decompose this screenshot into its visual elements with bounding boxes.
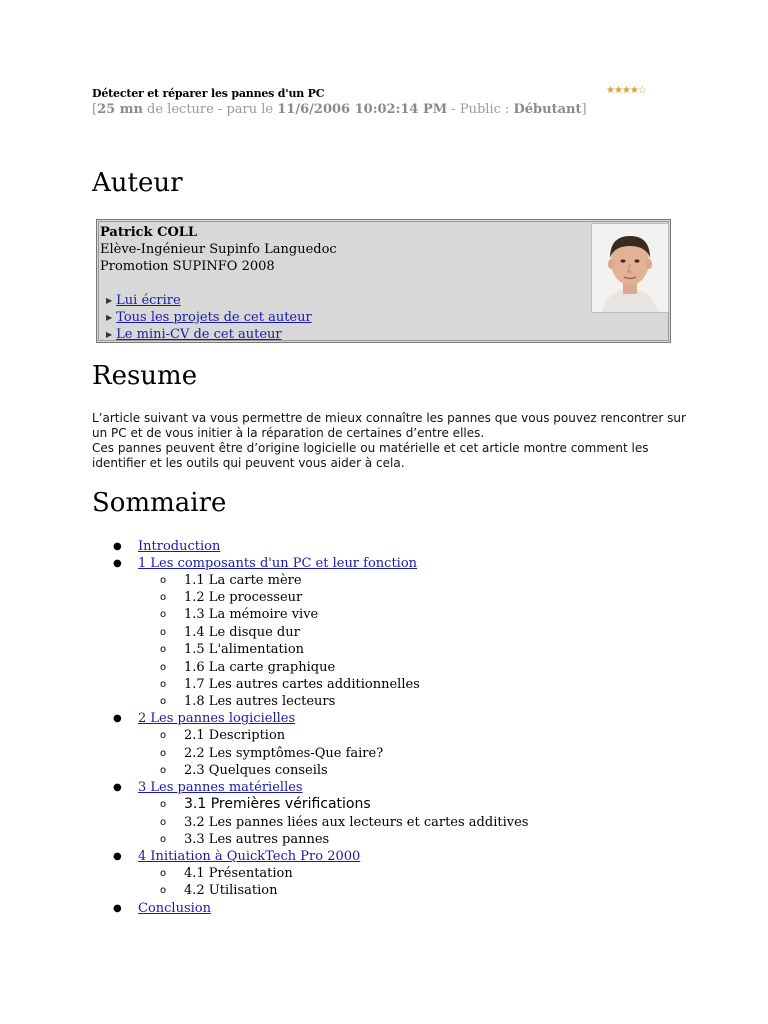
- meta-close: ]: [581, 102, 587, 117]
- circle-bullet-icon: o: [160, 765, 167, 776]
- meta-open: [: [92, 102, 98, 117]
- publish-date: 11/6/2006 10:02:14 PM: [277, 102, 448, 117]
- circle-bullet-icon: o: [160, 834, 167, 845]
- meta-public: - Public :: [447, 102, 514, 117]
- link-author-cv[interactable]: Le mini-CV de cet auteur: [116, 327, 282, 342]
- resume-paragraph-1: L’article suivant va vous permettre de mieux connaître les pannes que vous pouvez rencontrer sur un PC et de vous initier à la réparation de certaines d’entre elles.: [92, 411, 686, 440]
- toc-link[interactable]: Introduction: [138, 539, 221, 554]
- toc-subitem: 1.6 La carte graphique: [184, 660, 336, 675]
- circle-bullet-icon: o: [160, 868, 167, 879]
- circle-bullet-icon: o: [160, 592, 167, 603]
- meta-reading: de lecture - paru le: [142, 102, 278, 117]
- toc-link[interactable]: 4 Initiation à QuickTech Pro 2000: [138, 849, 361, 864]
- toc-subitem: 1.7 Les autres cartes additionnelles: [184, 677, 420, 692]
- toc-subitem: 3.1 Premières vérifications: [184, 796, 371, 812]
- toc-subitem: 2.2 Les symptômes-Que faire?: [184, 746, 384, 761]
- reading-time: 25 mn: [97, 102, 143, 117]
- author-box: [96, 219, 671, 343]
- author-name: Patrick COLL: [100, 225, 198, 240]
- author-school: Elève-Ingénieur Supinfo Languedoc: [100, 242, 337, 257]
- circle-bullet-icon: o: [160, 817, 167, 828]
- circle-bullet-icon: o: [160, 644, 167, 655]
- circle-bullet-icon: o: [160, 696, 167, 707]
- author-links: [100, 292, 337, 343]
- toc-subitem: 1.5 L'alimentation: [184, 642, 305, 657]
- audience-level: Débutant: [513, 102, 582, 117]
- author-link-row: [100, 309, 337, 326]
- bullet-icon: ●: [113, 851, 122, 862]
- bullet-icon: ●: [113, 903, 122, 914]
- resume-text: [92, 411, 692, 471]
- author-heading: Auteur: [92, 168, 183, 198]
- toc-subitem: 1.4 Le disque dur: [184, 625, 300, 640]
- circle-bullet-icon: o: [160, 748, 167, 759]
- toc-subitem: 4.2 Utilisation: [184, 883, 278, 898]
- toc-link[interactable]: 1 Les composants d'un PC et leur fonction: [138, 556, 418, 571]
- article-meta: [92, 102, 587, 117]
- toc-subitem: 3.2 Les pannes liées aux lecteurs et cartes additives: [184, 815, 529, 830]
- bullet-icon: ●: [113, 782, 122, 793]
- circle-bullet-icon: o: [160, 730, 167, 741]
- circle-bullet-icon: o: [160, 609, 167, 620]
- toc-subitem: 1.1 La carte mère: [184, 573, 302, 588]
- author-link-row: [100, 326, 337, 343]
- triangle-right-icon: ▶: [106, 296, 113, 305]
- toc-subitem: 2.1 Description: [184, 728, 286, 743]
- author-link-row: [100, 292, 337, 309]
- rating-stars-icon: [606, 86, 646, 96]
- toc-subitem: 1.2 Le processeur: [184, 590, 303, 605]
- circle-bullet-icon: o: [160, 885, 167, 896]
- rating-filled-stars: ★★★★: [606, 85, 638, 96]
- link-author-projects[interactable]: Tous les projets de cet auteur: [116, 310, 312, 325]
- author-info: [100, 224, 337, 343]
- circle-bullet-icon: o: [160, 575, 167, 586]
- triangle-right-icon: ▶: [106, 313, 113, 322]
- toc-subitem: 3.3 Les autres pannes: [184, 832, 330, 847]
- triangle-right-icon: ▶: [106, 330, 113, 339]
- author-photo: [591, 223, 669, 313]
- toc-link[interactable]: Conclusion: [138, 901, 211, 916]
- bullet-icon: ●: [113, 541, 122, 552]
- bullet-icon: ●: [113, 558, 122, 569]
- circle-bullet-icon: o: [160, 799, 167, 810]
- circle-bullet-icon: o: [160, 662, 167, 673]
- toc-link[interactable]: 3 Les pannes matérielles: [138, 780, 303, 795]
- circle-bullet-icon: o: [160, 679, 167, 690]
- author-promotion: Promotion SUPINFO 2008: [100, 259, 275, 274]
- toc-subitem: 1.3 La mémoire vive: [184, 607, 319, 622]
- circle-bullet-icon: o: [160, 627, 167, 638]
- article-title: Détecter et réparer les pannes d'un PC: [92, 87, 325, 100]
- toc-subitem: 1.8 Les autres lecteurs: [184, 694, 336, 709]
- sommaire-heading: Sommaire: [92, 488, 227, 518]
- bullet-icon: ●: [113, 713, 122, 724]
- toc-subitem: 4.1 Présentation: [184, 866, 293, 881]
- toc-link[interactable]: 2 Les pannes logicielles: [138, 711, 296, 726]
- rating-empty-star: ☆: [637, 85, 646, 96]
- author-portrait-icon: [592, 224, 668, 312]
- link-write-author[interactable]: Lui écrire: [116, 293, 181, 308]
- resume-heading: Resume: [92, 361, 198, 391]
- resume-paragraph-2: Ces pannes peuvent être d’origine logicielle ou matérielle et cet article montre comment les identifier et les outils qui peuvent vous aider à cela.: [92, 441, 649, 470]
- toc-subitem: 2.3 Quelques conseils: [184, 763, 328, 778]
